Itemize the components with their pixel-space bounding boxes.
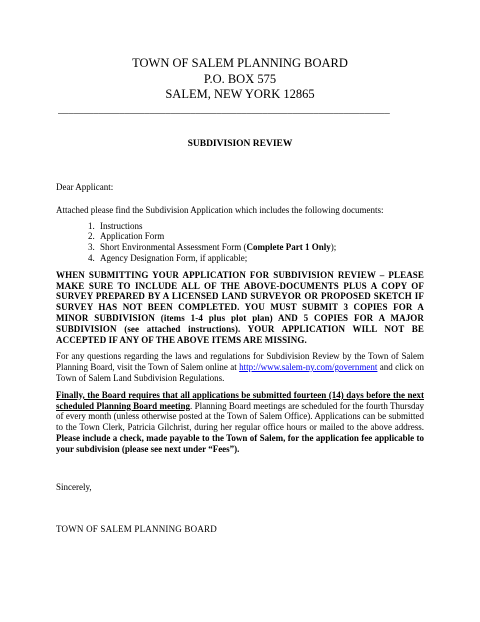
closing: Sincerely, <box>56 482 92 492</box>
subject-heading: SUBDIVISION REVIEW <box>187 139 293 149</box>
submission-warning: WHEN SUBMITTING YOUR APPLICATION FOR SUBDIVISION REVIEW – PLEASE MAKE SURE TO INCLUDE ALL OF THE ABOVE-DOCUMENTS PLUS A COPY OF SURVEY PREPARED BY A LICENSED LAND SURVEYOR OR PROPOSED SKETCH IF SURVEY HAS NOT BEEN COMPLETED. YOU MUST SUBMIT 3 COPIES FOR A MINOR SUBDIVISION (items 1-4 plus plot plan) AND 5 COPIES FOR A MAJOR SUBDIVISION (see attached instructions). YOUR APPLICATION WILL NOT BE ACCEPTED IF ANY OF THE ABOVE ITEMS ARE MISSING. <box>56 269 424 345</box>
deadline-paragraph: Finally, the Board requires that all applications be submitted fourteen (14) days before the next scheduled Planning Board meeting. Planning Board meetings are scheduled for the fourth Thursday of every month (unless otherwise posted at the Town of Salem Office). Applications can be submitted to the Town Clerk, Patricia Gilchrist, during her regular office hours or mailed to the above address. Please include a check, made payable to the Town of Salem, for the application fee applicable to your subdivision (please see next under “Fees”). <box>56 389 425 454</box>
letterhead <box>0 56 480 103</box>
letterhead-organization: TOWN OF SALEM PLANNING BOARD <box>132 56 348 70</box>
list-item: 1. Instructions <box>97 221 424 232</box>
signature-block: TOWN OF SALEM PLANNING BOARD <box>56 524 217 534</box>
fee-notice: Please include a check, made payable to the Town of Salem, for the application fee applicable to your subdivision (please see next under “Fees”). <box>56 432 424 454</box>
deadline-emphasis: Finally, the Board requires that all applications be submitted fourteen (14) days before the next scheduled Planning Board meeting <box>56 389 424 411</box>
list-item: 2. Application Form <box>97 231 424 242</box>
intro-paragraph: Attached please find the Subdivision Application which includes the following documents: <box>56 204 384 215</box>
documents-list <box>56 221 424 264</box>
letterhead-city: SALEM, NEW YORK 12865 <box>165 87 315 101</box>
letterhead-po-box: P.O. BOX 575 <box>203 71 277 86</box>
list-item: 3. Short Environmental Assessment Form (Complete Part 1 Only); <box>97 242 424 253</box>
questions-paragraph: For any questions regarding the laws and regulations for Subdivision Review by the Town of Salem Planning Board, visit the Town of Salem online at http://www.salem-ny.com/government and click on Town of Salem Land Subdivision Regulations. <box>56 351 424 383</box>
separator-rule: _________________________________________________________________ <box>58 104 390 114</box>
government-link[interactable]: http://www.salem-ny.com/government <box>239 362 378 373</box>
list-item: 4. Agency Designation Form, if applicable; <box>97 253 424 264</box>
letter-body <box>56 182 424 461</box>
salutation: Dear Applicant: <box>56 182 114 192</box>
